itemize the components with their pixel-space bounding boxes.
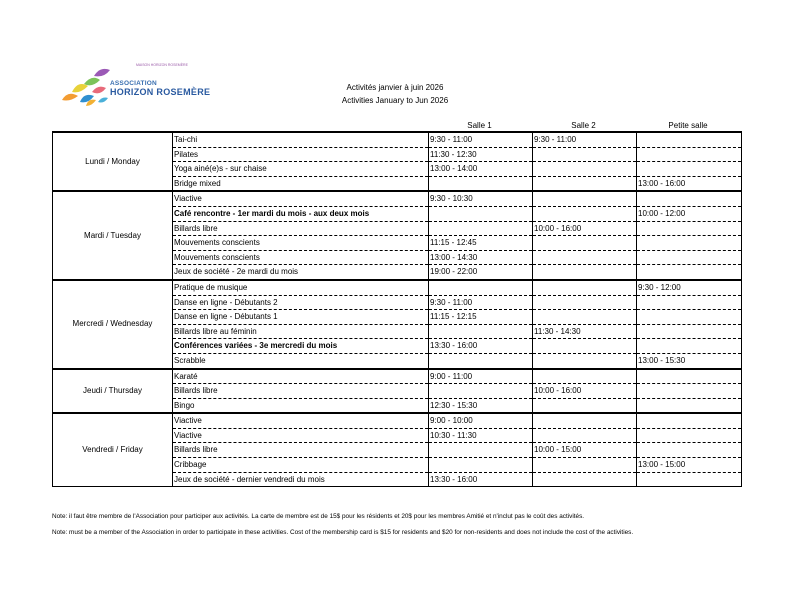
time-slot-salle-2 [533,265,637,280]
time-slot-petite-salle [637,472,742,487]
time-slot-salle-1: 9:00 - 10:00 [429,413,533,428]
activity-name: Cribbage [173,458,429,473]
time-slot-petite-salle: 13:00 - 16:00 [637,176,742,191]
time-slot-petite-salle [637,236,742,251]
time-slot-petite-salle: 13:00 - 15:30 [637,353,742,368]
activity-name: Bridge mixed [173,176,429,191]
time-slot-salle-1: 11:30 - 12:30 [429,147,533,162]
schedule-row [53,413,742,428]
activity-name: Mouvements conscients [173,236,429,251]
time-slot-petite-salle [637,191,742,206]
time-slot-salle-2 [533,353,637,368]
time-slot-petite-salle: 9:30 - 12:00 [637,280,742,295]
schedule-row [53,369,742,384]
time-slot-salle-1: 13:30 - 16:00 [429,472,533,487]
activity-name: Viactive [173,428,429,443]
time-slot-petite-salle [637,369,742,384]
time-slot-salle-2 [533,147,637,162]
time-slot-salle-2 [533,191,637,206]
activity-name: Pratique de musique [173,280,429,295]
time-slot-salle-1 [429,384,533,399]
time-slot-petite-salle: 10:00 - 12:00 [637,206,742,221]
time-slot-salle-2 [533,295,637,310]
activity-name: Mouvements conscients [173,250,429,265]
time-slot-salle-1: 13:00 - 14:30 [429,250,533,265]
time-slot-petite-salle [637,221,742,236]
day-label: Mardi / Tuesday [53,191,173,280]
time-slot-salle-1: 13:30 - 16:00 [429,339,533,354]
time-slot-salle-2 [533,162,637,177]
time-slot-salle-2 [533,339,637,354]
logo-leaves-graphic [62,69,110,106]
activity-name: Yoga ainé(e)s - sur chaise [173,162,429,177]
column-header-salle-2: Salle 2 [571,121,596,130]
time-slot-salle-2 [533,398,637,413]
activity-name: Viactive [173,413,429,428]
time-slot-petite-salle [637,339,742,354]
activity-name: Billards libre [173,221,429,236]
activity-name: Billards libre [173,384,429,399]
time-slot-salle-1 [429,206,533,221]
time-slot-salle-1: 9:00 - 11:00 [429,369,533,384]
schedule-table [52,131,742,487]
title-french: Activités janvier à juin 2026 [346,83,444,92]
schedule-row [53,132,742,147]
time-slot-salle-1: 19:00 - 22:00 [429,265,533,280]
activity-name: Viactive [173,191,429,206]
time-slot-salle-2: 9:30 - 11:00 [533,132,637,147]
logo-small-text: MAISON HORIZON ROSEMÈRE [136,63,188,67]
title-english: Activities January to Jun 2026 [341,96,449,105]
activity-name: Danse en ligne - Débutants 2 [173,295,429,310]
time-slot-petite-salle [637,132,742,147]
activity-name: Café rencontre - 1er mardi du mois - aux deux mois [173,206,429,221]
time-slot-salle-1: 9:30 - 11:00 [429,295,533,310]
time-slot-salle-2: 10:00 - 16:00 [533,221,637,236]
time-slot-salle-1: 10:30 - 11:30 [429,428,533,443]
time-slot-petite-salle [637,147,742,162]
time-slot-petite-salle [637,324,742,339]
time-slot-petite-salle [637,413,742,428]
day-label: Vendredi / Friday [53,413,173,486]
schedule-row [53,280,742,295]
time-slot-salle-2 [533,413,637,428]
time-slot-salle-2 [533,310,637,325]
time-slot-salle-1: 12:30 - 15:30 [429,398,533,413]
time-slot-salle-2 [533,428,637,443]
time-slot-salle-2 [533,206,637,221]
time-slot-salle-1 [429,280,533,295]
note-french: Note: il faut être membre de l'Association pour participer aux activités. La carte de membre est de 15$ pour les résidents et 20$ pour les membres Amitié et n'inclut pas le coût des activités. [52,513,585,520]
time-slot-petite-salle [637,384,742,399]
time-slot-salle-1 [429,176,533,191]
time-slot-petite-salle [637,265,742,280]
time-slot-salle-1 [429,353,533,368]
time-slot-petite-salle [637,250,742,265]
activity-name: Conférences variées - 3e mercredi du mois [173,339,429,354]
time-slot-salle-1 [429,443,533,458]
activity-name: Pilates [173,147,429,162]
time-slot-petite-salle [637,428,742,443]
logo-line2: HORIZON ROSEMÈRE [110,87,211,97]
time-slot-salle-2 [533,280,637,295]
day-label: Jeudi / Thursday [53,369,173,414]
activity-name: Billards libre [173,443,429,458]
time-slot-salle-1 [429,221,533,236]
time-slot-salle-2: 10:00 - 15:00 [533,443,637,458]
time-slot-salle-1: 9:30 - 11:00 [429,132,533,147]
time-slot-salle-2 [533,458,637,473]
day-label: Lundi / Monday [53,132,173,191]
time-slot-salle-2 [533,176,637,191]
time-slot-petite-salle [637,162,742,177]
column-header-petite-salle: Petite salle [668,121,708,130]
time-slot-petite-salle: 13:00 - 15:00 [637,458,742,473]
time-slot-salle-2 [533,472,637,487]
activity-name: Karaté [173,369,429,384]
time-slot-petite-salle [637,295,742,310]
activity-name: Tai-chi [173,132,429,147]
activity-name: Billards libre au féminin [173,324,429,339]
time-slot-petite-salle [637,443,742,458]
time-slot-petite-salle [637,310,742,325]
logo-line1: ASSOCIATION [110,80,157,87]
time-slot-petite-salle [637,398,742,413]
time-slot-salle-1: 9:30 - 10:30 [429,191,533,206]
time-slot-salle-1 [429,458,533,473]
time-slot-salle-1: 11:15 - 12:15 [429,310,533,325]
time-slot-salle-1: 11:15 - 12:45 [429,236,533,251]
time-slot-salle-2: 11:30 - 14:30 [533,324,637,339]
activity-name: Bingo [173,398,429,413]
day-label: Mercredi / Wednesday [53,280,173,369]
note-english: Note: must be a member of the Association in order to participate in these activities. Cost of the membership card is $15 for residents and $20 for non-residents and does not include the cost of the activities. [52,529,634,536]
time-slot-salle-1 [429,324,533,339]
time-slot-salle-2 [533,236,637,251]
time-slot-salle-2: 10:00 - 16:00 [533,384,637,399]
time-slot-salle-2 [533,369,637,384]
activity-name: Scrabble [173,353,429,368]
activity-name: Jeux de société - 2e mardi du mois [173,265,429,280]
time-slot-salle-2 [533,250,637,265]
activity-name: Jeux de société - dernier vendredi du mois [173,472,429,487]
schedule-row [53,191,742,206]
activity-name: Danse en ligne - Débutants 1 [173,310,429,325]
column-header-salle-1: Salle 1 [467,121,492,130]
time-slot-salle-1: 13:00 - 14:00 [429,162,533,177]
